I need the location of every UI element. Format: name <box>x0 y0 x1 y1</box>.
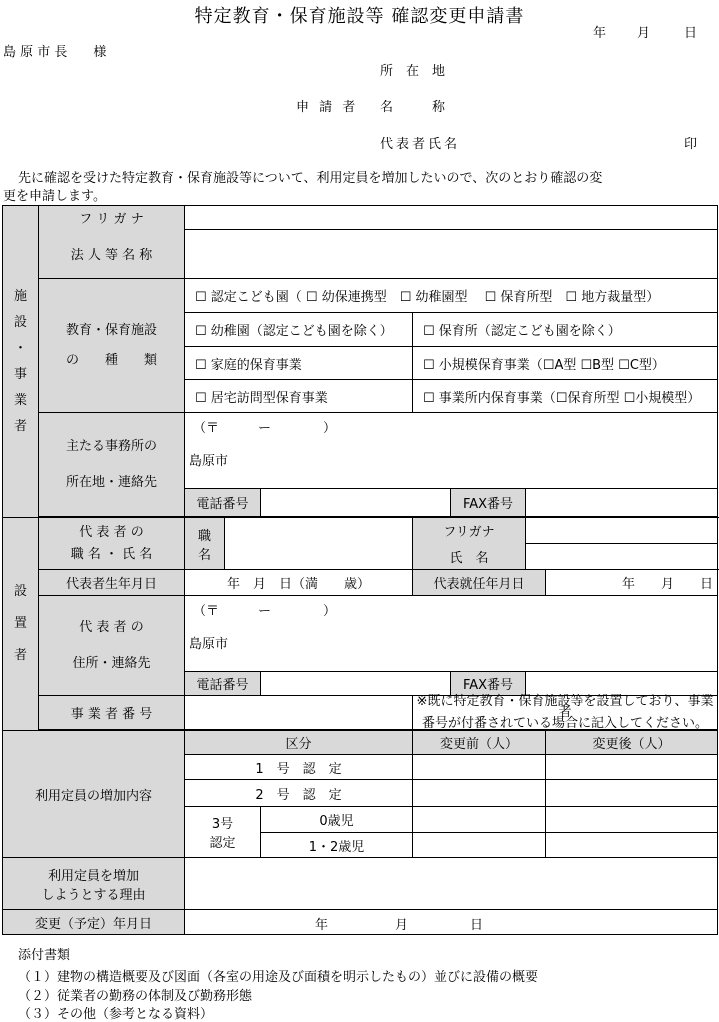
capacity-col-category: 区分 <box>185 731 413 755</box>
capacity-row-age0: 0歳児 <box>261 807 413 833</box>
document-title: 特定教育・保育施設等 確認変更申請書 <box>194 6 525 27</box>
rep-title-field[interactable] <box>225 518 413 570</box>
type-home-based[interactable]: ☐ 家庭的保育事業 <box>185 347 413 380</box>
rep-name-small-label: 氏 名 <box>413 544 526 570</box>
rep-appoint-label: 代表就任年月日 <box>413 570 546 596</box>
founder-section-label: 設 置 者 <box>3 518 39 731</box>
date-month: 月 <box>637 26 651 41</box>
change-date-label: 変更（予定）年月日 <box>3 910 185 935</box>
office-phone-field[interactable] <box>261 489 451 517</box>
attachments-heading: 添付書類 <box>18 948 71 963</box>
capacity-type1-after[interactable] <box>546 755 718 780</box>
corp-name-label: 法 人 等 名 称 <box>39 230 185 279</box>
facility-type-label: 教育・保育施設 の 種 類 <box>39 279 185 413</box>
addressee: 島 原 市 長 様 <box>3 45 107 60</box>
type-nursery[interactable]: ☐ 保育所（認定こども園を除く） <box>413 313 718 347</box>
reason-field[interactable] <box>185 858 718 910</box>
intro-line-2: 更を申請します。 <box>3 189 106 204</box>
attachment-item: （３）その他（参考となる資料） <box>18 1007 214 1022</box>
business-number-field[interactable] <box>185 696 413 730</box>
capacity-age0-after[interactable] <box>546 807 718 833</box>
capacity-age12-after[interactable] <box>546 833 718 858</box>
rep-address-field[interactable]: （〒 ー ） 島原市 <box>185 596 718 672</box>
representative-label: 代表者氏名 <box>380 137 461 152</box>
applicant-name-label: 名 称 <box>380 100 446 115</box>
capacity-row-age12: 1・2歳児 <box>261 833 413 858</box>
rep-address-label: 代 表 者 の 住所・連絡先 <box>39 596 185 696</box>
date-day: 日 <box>684 26 698 41</box>
capacity-type2-before[interactable] <box>413 780 546 807</box>
business-number-label: 事 業 者 番 号 <box>39 696 185 730</box>
rep-furigana-field[interactable] <box>526 518 718 544</box>
change-date-field[interactable]: 年 月 日 <box>185 910 718 935</box>
corp-name-field[interactable] <box>185 230 718 279</box>
business-number-note: ※既に特定教育・保育施設等を設置しており、事業者 番号が付番されている場合に記入してください。 <box>413 696 718 730</box>
location-label: 所 在 地 <box>380 64 446 79</box>
capacity-age12-before[interactable] <box>413 833 546 858</box>
type-workplace[interactable]: ☐ 事業所内保育事業（☐保育所型 ☐小規模型） <box>413 380 718 413</box>
intro-line-1: 先に確認を受けた特定教育・保育施設等について、利用定員を増加したいので、次のとおり確認の変 <box>18 171 603 186</box>
capacity-type1-before[interactable] <box>413 755 546 780</box>
seal-mark: 印 <box>684 137 698 152</box>
application-form-table <box>2 205 718 935</box>
rep-phone-label: 電話番号 <box>185 672 261 696</box>
date-year: 年 <box>593 26 607 41</box>
rep-fax-label: FAX番号 <box>451 672 526 696</box>
rep-name-field[interactable] <box>526 544 718 570</box>
capacity-row-type2: 2 号 認 定 <box>185 780 413 807</box>
office-phone-label: 電話番号 <box>185 489 261 517</box>
capacity-section-label: 利用定員の増加内容 <box>3 731 185 858</box>
rep-furigana-label: フリガナ <box>413 518 526 544</box>
applicant-label: 申 請 者 <box>296 100 359 115</box>
rep-phone-field[interactable] <box>261 672 451 696</box>
reason-label: 利用定員を増加 しようとする理由 <box>3 858 185 910</box>
rep-birth-label: 代表者生年月日 <box>39 570 185 596</box>
capacity-type2-after[interactable] <box>546 780 718 807</box>
type-row-kodomoen[interactable]: ☐ 認定こども園（ ☐ 幼保連携型 ☐ 幼稚園型 ☐ 保育所型 ☐ 地方裁量型） <box>185 279 718 313</box>
capacity-col-before: 変更前（人） <box>413 731 546 755</box>
rep-name-label: 代 表 者 の 職 名 ・ 氏 名 <box>39 518 185 570</box>
attachment-item: （２）従業者の勤務の体制及び勤務形態 <box>18 989 253 1004</box>
office-fax-field[interactable] <box>526 489 718 517</box>
capacity-age0-before[interactable] <box>413 807 546 833</box>
rep-appoint-field[interactable]: 年 月 日 <box>546 570 718 596</box>
type-small-scale[interactable]: ☐ 小規模保育事業（☐A型 ☐B型 ☐C型） <box>413 347 718 380</box>
attachment-item: （１）建物の構造概要及び図面（各室の用途及び面積を明示したもの）並びに設備の概要 <box>18 970 539 985</box>
facility-section-label: 施 設 ・ 事 業 者 <box>3 206 39 518</box>
type-home-visit[interactable]: ☐ 居宅訪問型保育事業 <box>185 380 413 413</box>
type-kindergarten[interactable]: ☐ 幼稚園（認定こども園を除く） <box>185 313 413 347</box>
office-fax-label: FAX番号 <box>451 489 526 517</box>
office-address-field[interactable]: （〒 ー ） 島原市 <box>185 413 718 489</box>
rep-title-label: 職 名 <box>185 518 225 570</box>
rep-birth-field[interactable]: 年 月 日（満 歳） <box>185 570 413 596</box>
office-label: 主たる事務所の 所在地・連絡先 <box>39 413 185 517</box>
capacity-row-type3: 3号 認定 <box>185 807 261 858</box>
furigana-label: フ リ ガ ナ <box>39 206 185 230</box>
rep-fax-field[interactable] <box>526 672 718 696</box>
corp-furigana-field[interactable] <box>185 206 718 230</box>
capacity-row-type1: 1 号 認 定 <box>185 755 413 780</box>
capacity-col-after: 変更後（人） <box>546 731 718 755</box>
